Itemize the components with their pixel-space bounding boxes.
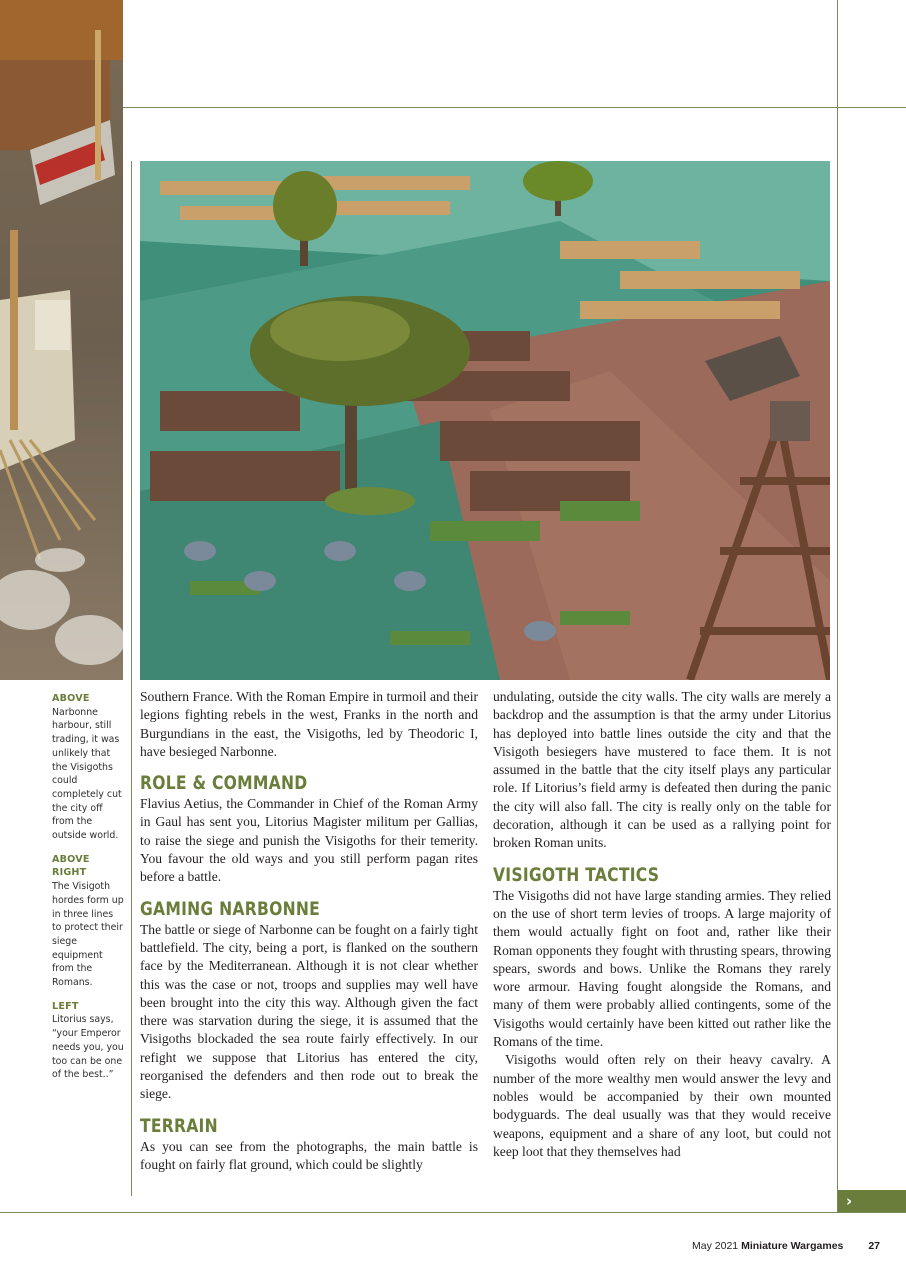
section-heading-terrain: TERRAIN [140,1114,218,1137]
footer-rule [0,1212,906,1213]
right-margin-rule [837,0,838,1212]
caption-heading: ABOVE [52,693,90,704]
section-heading-gaming-narbonne: GAMING NARBONNE [140,897,321,920]
caption-heading: LEFT [52,1000,79,1012]
caption-column-rule [131,161,132,1196]
section-heading-visigoth-tactics: VISIGOTH TACTICS [493,863,660,886]
caption-left [52,1000,124,1082]
caption-text: The Visigoth hordes form up in three lines to protect their siege equipment from the Romans. [52,881,124,989]
magazine-name: Miniature Wargames [741,1240,844,1252]
caption-text: Litorius says, “your Emperor needs you, you too can be one of the best..” [52,1014,124,1081]
caption-above [52,692,124,843]
page-number: 27 [868,1240,880,1252]
caption-heading: ABOVE RIGHT [52,853,90,879]
body-paragraph: The battle or siege of Narbonne can be fought on a fairly tight battlefield. The city, being a port, is flanked on the southern face by the Mediterranean. Although it is not clear whether this was the case or not, troops and supplies may well have been brought into the city this way. Although given the fact there was starvation during the siege, it is assumed that the Visigoths blockaded the sea route fairly effectively. In our refight we suppose that Litorius has entered the city, reorganised the defenders and then rode out to break the siege. [140,921,478,1102]
header-rule [123,107,906,108]
harbour-photo [0,0,123,680]
body-paragraph: As you can see from the photographs, the main battle is fought on fairly flat ground, which could be slightly [140,1138,478,1172]
battlefield-photo [140,161,830,680]
body-paragraph: The Visigoths did not have large standing armies. They relied on the use of short term levies of troops. A large majority of them would actually fight on foot and, rather like their Roman opponents they fought with thrusting spears, throwing spears, swords and bows. Unlike the Romans they rarely wore armour. Having fought alongside the Romans, and many of them were probably allied contingents, some of the Visigoths would certainly have been kitted out rather like the Romans of the time. [493,887,831,1050]
body-paragraph: Visigoths would often rely on their heavy cavalry. A number of the more wealthy men would answer the levy and nobles would be accompanied by their own mounted bodyguards. The deal usually was that they would receive weapons, equipment and a share of any loot, but could not keep loot that they themselves had [493,1052,831,1159]
article-column-2 [493,688,831,1161]
article-column-1 [140,688,478,1174]
caption-above-right [52,853,124,990]
body-paragraph: Flavius Aetius, the Commander in Chief of the Roman Army in Gaul has sent you, Litorius Magister militum per Gallias, to raise the siege and punish the Visigoths for their temerity. You favour the old ways and you still perform pagan rites before a battle. [140,796,478,885]
page-footer [640,1240,880,1252]
issue-date: May 2021 [692,1240,739,1252]
body-paragraph: undulating, outside the city walls. The city walls are merely a backdrop and the assumption is that the army under Litorius has deployed into battle lines outside the city and that the Visigoth besiegers have mustered to face them. It is not assumed in the battle that the city itself plays any particular role. If Litorius’s field army is defeated then during the panic the city will also fall. The city is really only on the table for decoration, although it can be used as a rallying point for broken Roman units. [493,689,831,851]
caption-text: Narbonne harbour, still trading, it was unlikely that the Visigoths could completely cut the city off from the outside world. [52,706,122,842]
section-heading-role-command: ROLE & COMMAND [140,772,308,795]
caption-sidebar [52,692,124,1092]
body-paragraph: Southern France. With the Roman Empire in turmoil and their legions fighting rebels in the west, Franks in the north and Burgundians in the east, the Visigoths, led by Theodoric I, have besieged Narbonne. [140,689,478,759]
continue-arrow-icon[interactable]: › [838,1190,906,1212]
